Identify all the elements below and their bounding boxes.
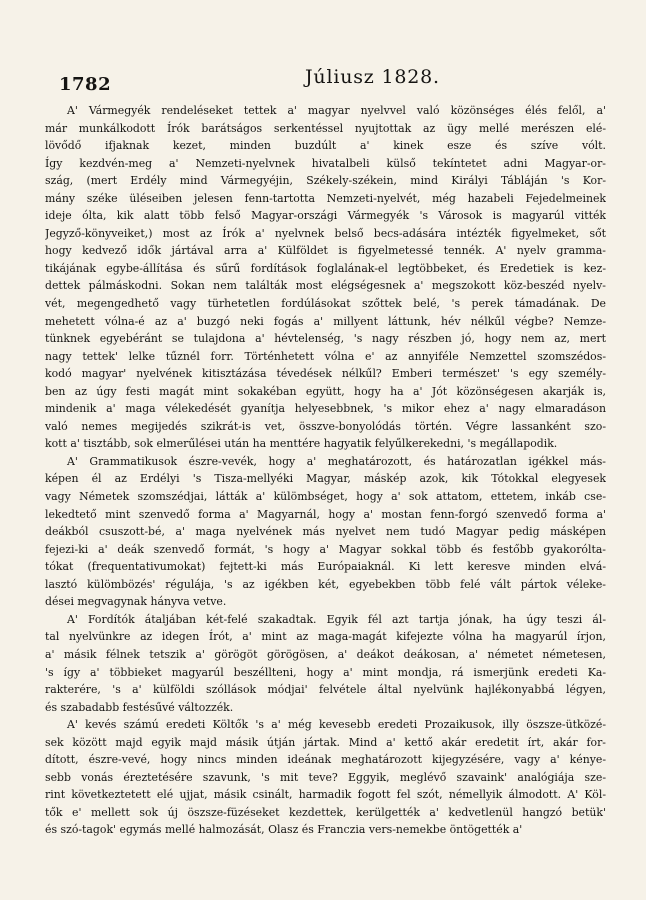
text-line: kott a' tisztább, sok elmerűlései után ha menttére hagyatik felyűlkerekedni, 's megállapodik. — [45, 437, 558, 451]
text-line: vagy Németek szomszédjai, látták a' külömbséget, hogy a' sok attatom, ettetem, inkáb cse- — [45, 490, 606, 504]
text-line: sebb vonás éreztetésére szavunk, 's mit teve? Eggyik, meglévő szavaink' analógiája sze- — [45, 770, 606, 784]
text-line: szág, (mert Erdély mind Vármegyéjin, Székely-székein, mind Királyi Tábláján 's Kor- — [45, 174, 606, 188]
text-line: dított, észre-vevé, hogy nincs minden ideának meghatározott kijegyzésére, vagy a' kénye- — [45, 753, 606, 767]
text-line: A' Grammatikusok észre-vevék, hogy a' meghatározott, és határozatlan igékkel más- — [67, 454, 606, 468]
text-line: ideje ólta, kik alatt több felső Magyar-országi Vármegyék 's Városok is magyarúl vitték — [45, 209, 606, 223]
text-line: lasztó külömbözés' régulája, 's az igékben két, egyebekben több felé vált pártok véleke- — [45, 577, 606, 591]
page-header — [45, 66, 606, 96]
text-line: rint következtetett elé ujjat, másik csinált, harmadik fogott fel szót, némellyik álmodott. A' Köl- — [45, 788, 606, 802]
text-line: mány széke üléseiben jelesen fenn-tartotta Nemzeti-nyelvét, még hazabeli Fejedelmeinek — [45, 191, 606, 205]
text-line: kodó magyar' nyelvének kitisztázása tévedések nélkűl? Emberi természet' 's egy személy- — [45, 367, 606, 381]
text-line: és szabadabb festésűvé változzék. — [45, 700, 234, 714]
text-line: A' Fordítók átaljában két-felé szakadtak. Egyik fél azt tartja jónak, ha úgy teszi ál- — [67, 612, 606, 626]
page-number: 1782 — [59, 74, 112, 95]
text-line: lövődő ifjaknak kezet, minden buzdúlt a' kinek esze és szíve vólt. — [45, 139, 606, 153]
text-line: tókat (frequentativumokat) fejtett-ki más Európaiaknál. Ki lett keresve minden elvá- — [45, 560, 606, 574]
running-title: Júliusz 1828. — [305, 66, 440, 88]
text-line: lekedtető mint szenvedő forma a' Magyarnál, hogy a' mostan fenn-forgó szenvedő forma a' — [45, 507, 606, 521]
text-line: nagy tettek' lelke tűznél forr. Történhetett vólna e' az annyiféle Nemzettel szomszédos- — [45, 349, 606, 363]
text-line: tők e' mellett sok új öszsze-füzéseket kezdettek, kerülgették a' kedvetlenül hangzó betük' — [45, 805, 606, 819]
text-line: ben az úgy festi magát mint sokakéban együtt, hogy ha a' Jót közönségesen akarják is, — [45, 384, 606, 398]
text-line: A' Vármegyék rendeléseket tettek a' magyar nyelvvel való közönséges élés felől, a' — [67, 104, 606, 117]
text-line: deákból csuszott-bé, a' maga nyelvének más nyelvet nem tudó Magyar pedig másképen — [45, 525, 606, 539]
text-line: tünknek egyebéránt se tulajdona a' hévtelenség, 's nagy részben jó, hogy nem az, mert — [45, 332, 606, 346]
paragraph — [45, 611, 606, 716]
paragraph — [45, 453, 606, 611]
text-line: dettek pálmáskodni. Sokan nem találták most elégségesnek a' megszokott köz-beszéd nyelv- — [45, 279, 606, 293]
text-line: Jegyző-könyveiket,) most az Írók a' nyelvnek belső becs-adására intézték figyelmeket, sőt — [45, 226, 606, 240]
text-line: való nemes megijedés szikrát-is vet, összve-bonyolódás történ. Végre lassanként szo- — [45, 419, 606, 433]
text-line: rakterére, 's a' külföldi szóllások módjai' felvétele által nyelvünk hajlékonyabbá légyen, — [45, 683, 606, 697]
text-line: Így kezdvén-meg a' Nemzeti-nyelvnek hivatalbeli külső tekíntetet adni Magyar-or- — [45, 156, 606, 170]
text-line: 's így a' többieket magyarúl beszéllteni, hogy a' mint mondja, rá ismerjünk eredeti Ka- — [45, 665, 606, 679]
text-line: sek között majd egyik majd másik útján jártak. Mind a' kettő akár eredetit írt, akár for- — [45, 735, 606, 749]
text-line: A' kevés számú eredeti Költők 's a' még kevesebb eredeti Prozaikusok, illy öszsze-ütközé- — [67, 718, 606, 732]
text-line: tal nyelvünkre az idegen Írót, a' mint az maga-magát kifejezte vólna ha magyarúl írjon, — [45, 630, 606, 644]
text-line: képen él az Erdélyi 's Tisza-mellyéki Magyar, máskép azok, kik Tótokkal elegyesek — [45, 472, 606, 486]
text-line: mindenik a' maga vélekedését gyanítja helyesebbnek, 's mikor ehez a' nagy elmaradáson — [45, 402, 606, 416]
text-line: hogy kedvező idők jártával arra a' Külföldet is figyelmetessé tennék. A' nyelv gramma- — [45, 244, 606, 258]
text-line: már munkálkodott Írók barátságos serkentéssel nyujtottak az ügy mellé merészen elé- — [45, 121, 606, 135]
text-line: mehetett vólna-é az a' buzgó neki fogás a' millyent láttunk, hév nélkűl végbe? Nemze- — [45, 314, 606, 328]
text-line: a' másik félnek tetszik a' görögöt görögösen, a' deákot deákosan, a' németet németesen, — [45, 647, 606, 661]
text-line: és szó-tagok' egymás mellé halmozását, Olasz és Franczia vers-nemekbe öntögették a' — [45, 823, 523, 837]
text-line: fejezi-ki a' deák szenvedő formát, 's hogy a' Magyar sokkal több és festőbb gyakorólta- — [45, 542, 606, 556]
text-line: vét, megengedhető vagy türhetetlen fordúlásokat szőttek belé, 's perek támadának. De — [45, 297, 606, 311]
paragraph — [45, 102, 606, 453]
text-line: tikájának egybe-állítása és sűrű fordítások foglalának-el legtöbbeket, és Eredetiek is kez- — [45, 261, 606, 275]
text-line: dései megvagynak hányva vetve. — [45, 595, 227, 609]
page-body — [45, 102, 606, 839]
paragraph — [45, 716, 606, 839]
